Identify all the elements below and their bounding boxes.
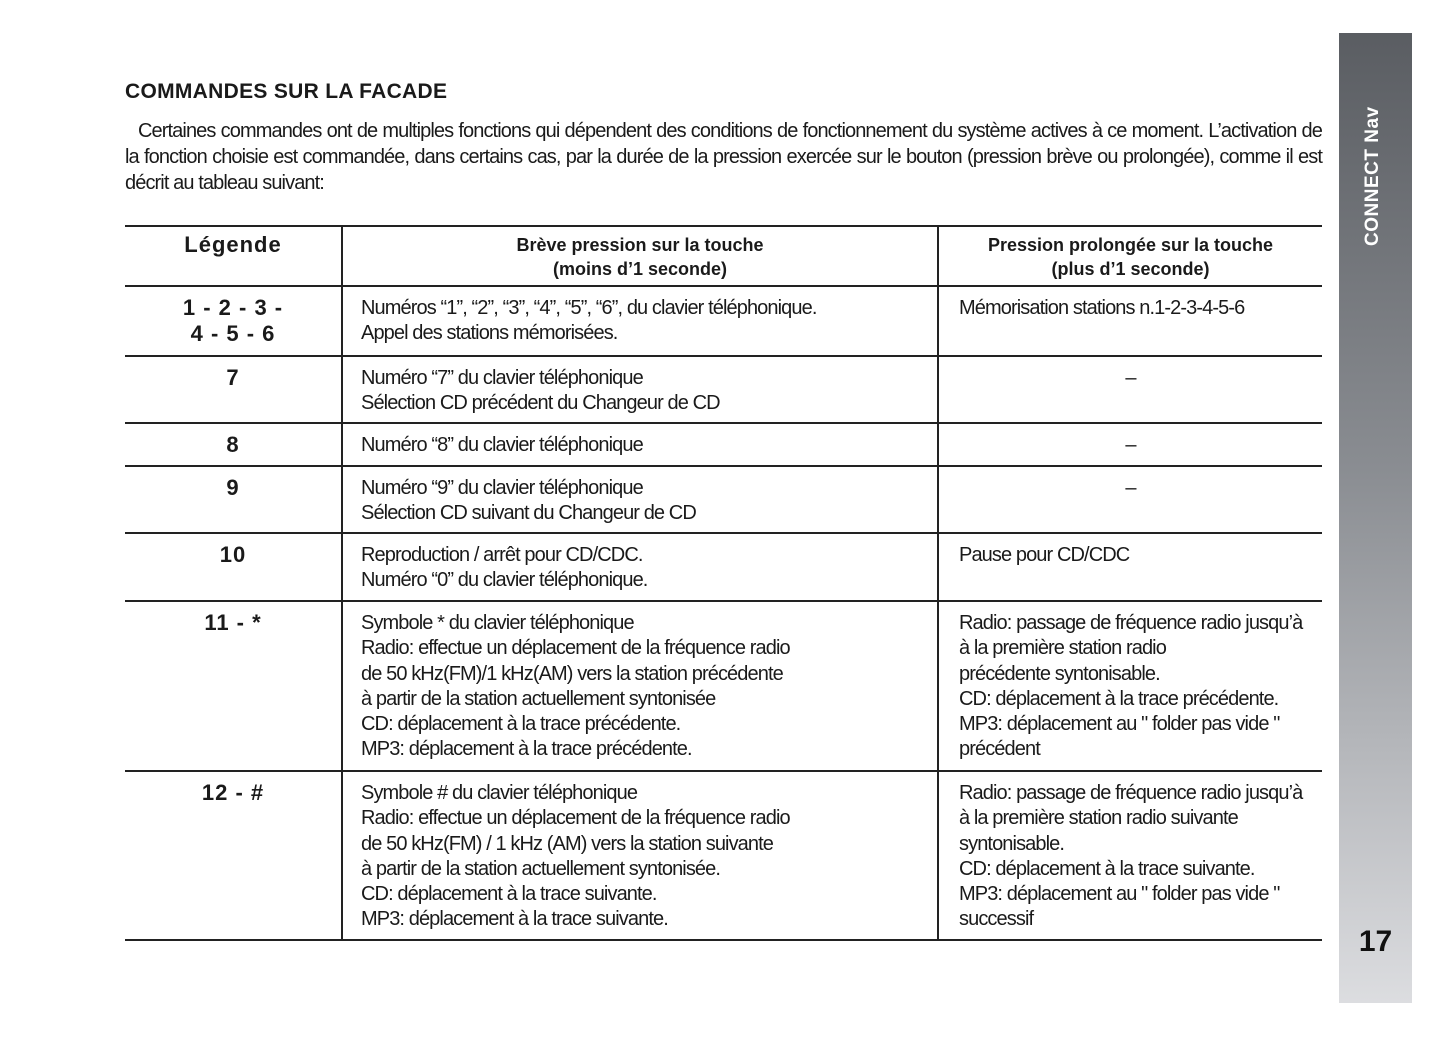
header-text: (plus d’1 seconde) bbox=[1051, 259, 1210, 279]
table-row bbox=[125, 356, 1322, 423]
header-text: Pression prolongée sur la touche bbox=[987, 235, 1274, 255]
cell-text: MP3: déplacement au " folder pas vide " bbox=[959, 883, 1280, 906]
cell-text: 9 bbox=[226, 475, 240, 500]
cell-text: CD: déplacement à la trace précédente. bbox=[361, 713, 681, 736]
cell-text: 1 - 2 - 3 - bbox=[182, 295, 284, 320]
cell-text: Radio: passage de fréquence radio jusqu’à bbox=[959, 782, 1303, 804]
cell-text: – bbox=[1125, 367, 1136, 389]
long-press-cell bbox=[938, 533, 1322, 601]
cell-text: Symbole # du clavier téléphonique bbox=[361, 782, 638, 804]
long-press-cell bbox=[938, 771, 1322, 940]
cell-text: à partir de la station actuellement syntonisée. bbox=[361, 857, 721, 880]
short-press-cell bbox=[342, 423, 938, 466]
cell-text: Radio: effectue un déplacement de la fréquence radio bbox=[361, 637, 790, 660]
legend-cell bbox=[125, 771, 342, 940]
cell-text: 7 bbox=[226, 365, 240, 390]
cell-text: 8 bbox=[226, 432, 240, 457]
long-press-cell bbox=[938, 356, 1322, 423]
cell-text: Numéros “1”, “2”, “3”, “4”, “5”, “6”, du clavier téléphonique. bbox=[361, 297, 817, 319]
cell-text: de 50 kHz(FM)/1 kHz(AM) vers la station précédente bbox=[361, 662, 783, 685]
cell-text: CD: déplacement à la trace suivante. bbox=[361, 883, 657, 906]
cell-text: 4 - 5 - 6 bbox=[190, 321, 276, 346]
cell-text: 12 - # bbox=[201, 780, 265, 805]
cell-text: MP3: déplacement à la trace précédente. bbox=[361, 738, 692, 761]
cell-text: successif bbox=[959, 908, 1034, 931]
table-row bbox=[125, 771, 1322, 940]
intro-paragraph: Certaines commandes ont de multiples fonctions qui dépendent des conditions de fonctionnement du système actives à ce moment. L’activation de la fonction choisie est commandée, dans certains cas, par la durée de la pression exercée sur le bouton (pression brève ou prolongée), comme il est décrit au tableau suivant: bbox=[125, 120, 1322, 194]
cell-text: Pause pour CD/CDC bbox=[959, 544, 1130, 566]
legend-cell bbox=[125, 356, 342, 423]
legend-cell bbox=[125, 423, 342, 466]
cell-text: – bbox=[1125, 477, 1136, 499]
cell-text: Radio: effectue un déplacement de la fréquence radio bbox=[361, 807, 790, 830]
cell-text: CD: déplacement à la trace précédente. bbox=[959, 687, 1279, 710]
table-header-row bbox=[125, 226, 1322, 286]
short-press-cell bbox=[342, 533, 938, 601]
cell-text: – bbox=[1125, 434, 1136, 456]
cell-text: syntonisable. bbox=[959, 832, 1065, 855]
long-press-cell bbox=[938, 466, 1322, 533]
cell-text: Sélection CD suivant du Changeur de CD bbox=[361, 502, 696, 525]
table-row bbox=[125, 601, 1322, 771]
cell-text: Numéro “9” du clavier téléphonique bbox=[361, 477, 643, 499]
cell-text: 10 bbox=[219, 542, 247, 567]
header-long-press bbox=[938, 226, 1322, 286]
short-press-cell bbox=[342, 601, 938, 771]
short-press-cell bbox=[342, 286, 938, 356]
cell-text: précédente syntonisable. bbox=[959, 662, 1160, 685]
short-press-cell bbox=[342, 771, 938, 940]
commands-table bbox=[125, 225, 1322, 941]
header-short-press bbox=[342, 226, 938, 286]
legend-cell bbox=[125, 601, 342, 771]
table-row bbox=[125, 466, 1322, 533]
header-legend bbox=[125, 226, 342, 286]
cell-text: à partir de la station actuellement syntonisée bbox=[361, 687, 716, 710]
page-number: 17 bbox=[1358, 925, 1393, 958]
header-text: (moins d’1 seconde) bbox=[552, 259, 728, 279]
short-press-cell bbox=[342, 466, 938, 533]
long-press-cell bbox=[938, 601, 1322, 771]
legend-cell bbox=[125, 533, 342, 601]
cell-text: précédent bbox=[959, 738, 1040, 761]
cell-text: de 50 kHz(FM) / 1 kHz (AM) vers la station suivante bbox=[361, 832, 774, 855]
cell-text: Symbole * du clavier téléphonique bbox=[361, 612, 634, 634]
cell-text: 11 - * bbox=[204, 610, 262, 635]
section-title: COMMANDES SUR LA FACADE bbox=[125, 80, 448, 103]
legend-cell bbox=[125, 286, 342, 356]
long-press-cell bbox=[938, 423, 1322, 466]
cell-text: Numéro “0” du clavier téléphonique. bbox=[361, 569, 648, 592]
long-press-cell bbox=[938, 286, 1322, 356]
cell-text: Appel des stations mémorisées. bbox=[361, 322, 618, 345]
cell-text: Numéro “7” du clavier téléphonique bbox=[361, 367, 643, 389]
cell-text: Radio: passage de fréquence radio jusqu’à bbox=[959, 612, 1303, 634]
cell-text: MP3: déplacement à la trace suivante. bbox=[361, 908, 668, 931]
table-row bbox=[125, 423, 1322, 466]
short-press-cell bbox=[342, 356, 938, 423]
cell-text: MP3: déplacement au " folder pas vide " bbox=[959, 713, 1280, 736]
table-row bbox=[125, 533, 1322, 601]
cell-text: à la première station radio bbox=[959, 637, 1166, 660]
cell-text: Sélection CD précédent du Changeur de CD bbox=[361, 392, 720, 415]
cell-text: Reproduction / arrêt pour CD/CDC. bbox=[361, 544, 643, 566]
legend-cell bbox=[125, 466, 342, 533]
cell-text: Mémorisation stations n.1-2-3-4-5-6 bbox=[959, 297, 1245, 319]
cell-text: Numéro “8” du clavier téléphonique bbox=[361, 434, 643, 456]
cell-text: CD: déplacement à la trace suivante. bbox=[959, 857, 1255, 880]
side-tab-label: CONNECT Nav bbox=[1362, 106, 1383, 246]
table-row bbox=[125, 286, 1322, 356]
cell-text: à la première station radio suivante bbox=[959, 807, 1238, 830]
header-text: Brève pression sur la touche bbox=[516, 235, 764, 255]
header-text: Légende bbox=[184, 232, 282, 257]
